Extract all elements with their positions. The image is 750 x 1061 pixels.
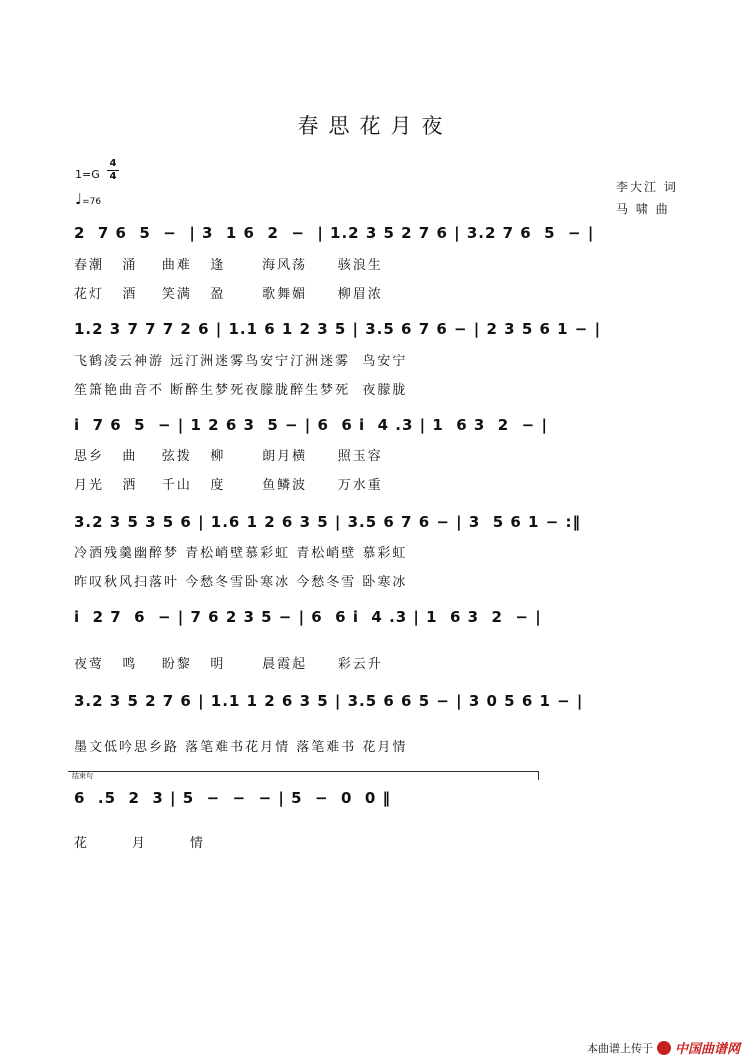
lyric-line-1-2: 花灯 酒 笑满 盈 歌舞媚 柳眉浓 bbox=[74, 287, 383, 302]
lyric-line-4-1: 冷酒残羹幽醉梦 青松峭壁慕彩虹 青松峭壁 慕彩虹 bbox=[74, 546, 408, 561]
notation-row-7: 6 .5 2 3 | 5 − − − | 5 − 0 0 ‖ bbox=[74, 789, 392, 807]
notation-row-5: i 2 7 6 − | 7 6 2 3 5 − | 6 6 i 4 .3 | 1 6 3 2 − | bbox=[74, 608, 542, 626]
site-logo-icon bbox=[657, 1041, 671, 1055]
lyric-line-3-2: 月光 洒 千山 度 鱼鳞波 万水重 bbox=[74, 478, 383, 493]
lyric-line-6-1: 墨文低吟思乡路 落笔难书花月情 落笔难书 花月情 bbox=[74, 740, 408, 755]
tempo-marking bbox=[75, 190, 101, 208]
lyric-line-2-1: 飞鹤凌云神游 远汀洲迷雾鸟安宁汀洲迷雾 鸟安宁 bbox=[74, 354, 408, 369]
key-signature: 1=G bbox=[75, 168, 100, 181]
tempo-value: =76 bbox=[82, 197, 102, 207]
lyric-line-1-1: 春潮 涌 曲难 逢 海风荡 骇浪生 bbox=[74, 258, 383, 273]
footer bbox=[587, 1038, 740, 1057]
time-signature bbox=[106, 158, 120, 183]
notation-row-4: 3.2 3 5 3 5 6 | 1.6 1 2 6 3 5 | 3.5 6 7 6 − | 3 5 6 1 − :‖ bbox=[74, 513, 581, 531]
lyric-line-7-1: 花 月 情 bbox=[74, 836, 205, 851]
time-signature-top: 4 bbox=[109, 158, 117, 169]
time-signature-bottom: 4 bbox=[109, 171, 117, 182]
lyric-line-4-2: 昨叹秋风扫落叶 今愁冬雪卧寒冰 今愁冬雪 卧寒冰 bbox=[74, 575, 408, 590]
score-title: 春思花月夜 bbox=[297, 114, 453, 138]
lyricist-credit: 李大江 词 bbox=[616, 180, 678, 194]
lyric-line-2-2: 笙箫艳曲音不 断醉生梦死夜朦胧醉生梦死 夜朦胧 bbox=[74, 383, 408, 398]
footer-text: 本曲谱上传于 bbox=[586, 1041, 653, 1055]
notation-row-6: 3.2 3 5 2 7 6 | 1.1 1 2 6 3 5 | 3.5 6 6 5 − | 3 0 5 6 1 − | bbox=[74, 692, 584, 710]
ending-bracket bbox=[68, 771, 539, 780]
composer-credit: 马 啸 曲 bbox=[616, 202, 670, 216]
ending-label: 结束句 bbox=[72, 772, 93, 780]
notation-row-2: 1.2 3 7 7 7 2 6 | 1.1 6 1 2 3 5 | 3.5 6 7 6 − | 2 3 5 6 1 − | bbox=[74, 320, 602, 338]
credits bbox=[616, 176, 678, 220]
lyric-line-3-1: 思乡 曲 弦拨 柳 朗月横 照玉容 bbox=[74, 449, 383, 464]
notation-row-3: i 7 6 5 − | 1 2 6 3 5 − | 6 6 i 4 .3 | 1 6 3 2 − | bbox=[74, 416, 548, 434]
quarter-note-icon: ♩ bbox=[75, 190, 83, 208]
site-logo-text[interactable]: 中国曲谱网 bbox=[674, 1042, 740, 1057]
notation-row-1: 2 7 6 5 − | 3 1 6 2 − | 1.2 3 5 2 7 6 | 3.2 7 6 5 − | bbox=[74, 224, 595, 242]
lyric-line-5-1: 夜莺 鸣 盼黎 明 晨霞起 彩云升 bbox=[74, 657, 383, 672]
